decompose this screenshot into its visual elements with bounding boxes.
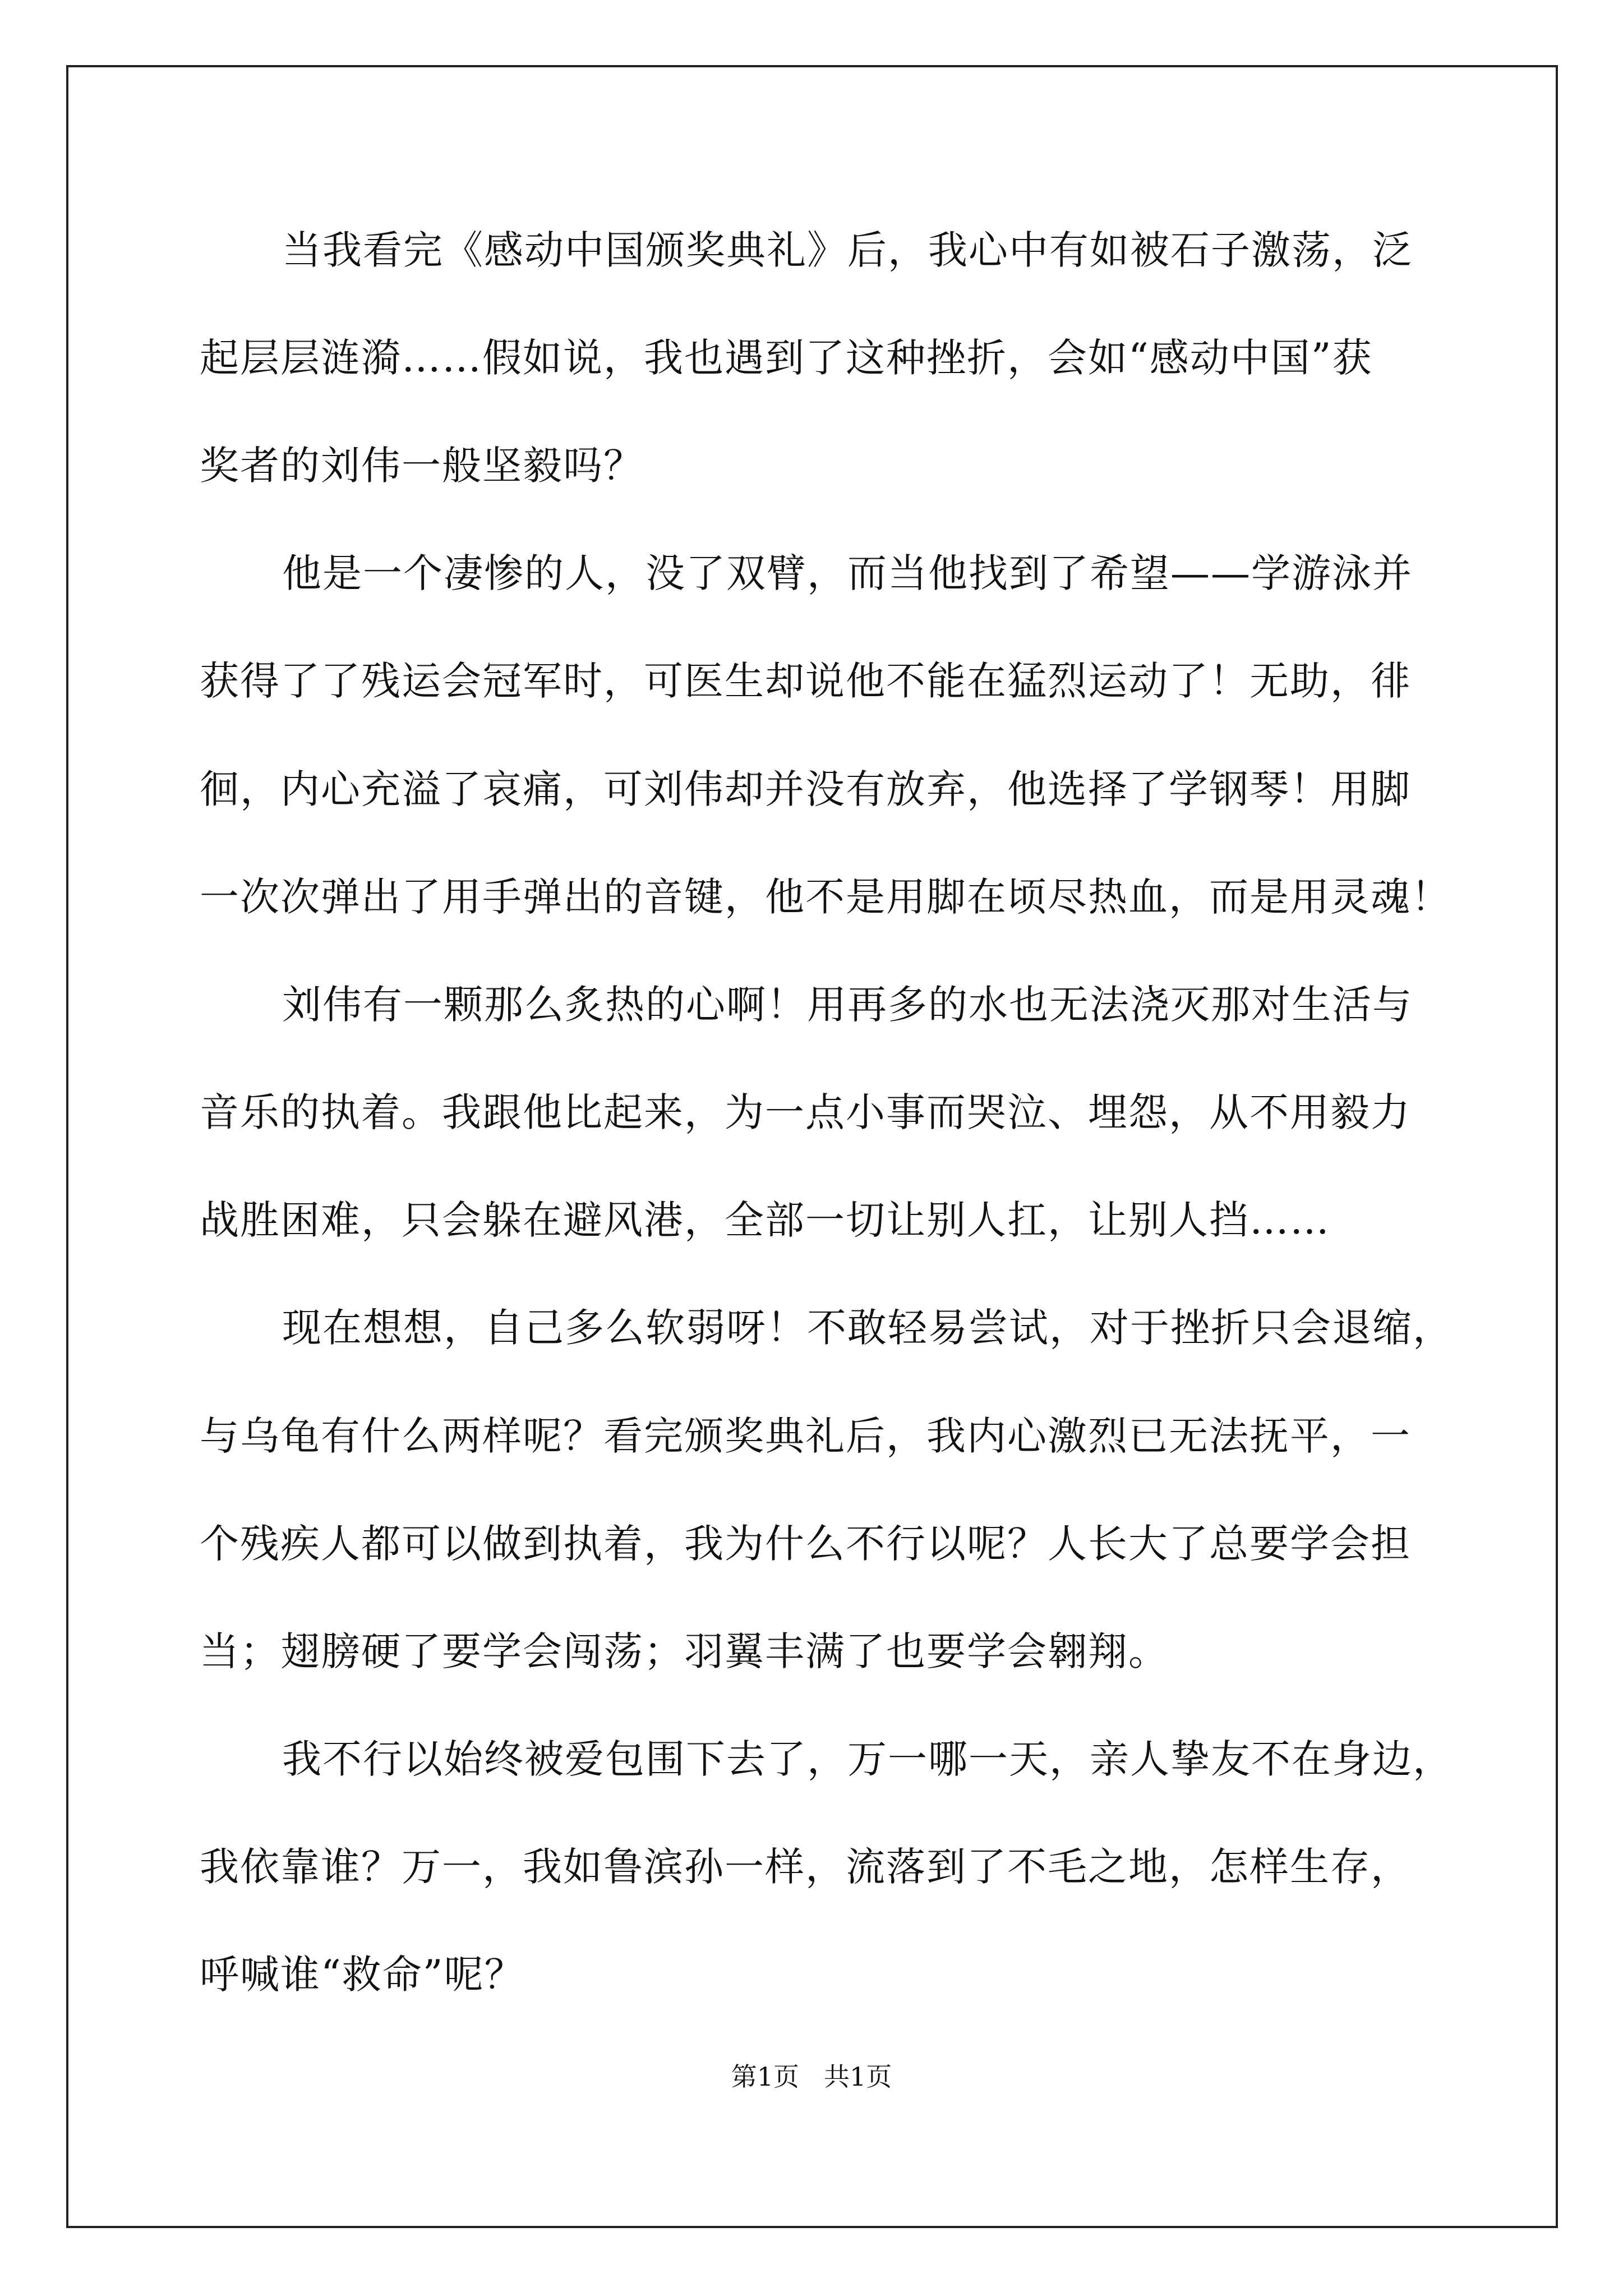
page-footer (0, 2060, 1623, 2093)
text-line: 与乌龟有什么两样呢？看完颁奖典礼后，我内心激烈已无法抚平，一 (200, 1413, 1411, 1459)
text-line: 我不行以始终被爱包围下去了，万一哪一天，亲人挚友不在身边， (282, 1736, 1453, 1782)
page-total: 共1页 (824, 2062, 892, 2092)
text-line: 一次次弹出了用手弹出的音键，他不是用脚在顷尽热血，而是用灵魂！ (200, 874, 1451, 920)
text-line: 起层层涟漪……假如说，我也遇到了这种挫折，会如“感动中国”获 (200, 335, 1373, 381)
text-line: 当我看完《感动中国颁奖典礼》后，我心中有如被石子激荡，泛 (282, 227, 1413, 273)
text-line: 徊，内心充溢了哀痛，可刘伟却并没有放弃，他选择了学钢琴！用脚 (200, 766, 1411, 812)
page-border (66, 65, 1558, 2228)
text-line: 音乐的执着。我跟他比起来，为一点小事而哭泣、埋怨，从不用毅力 (200, 1089, 1411, 1135)
text-line: 个残疾人都可以做到执着，我为什么不行以呢？人长大了总要学会担 (200, 1521, 1411, 1567)
text-line: 战胜困难，只会躲在避风港，全部一切让别人扛，让别人挡…… (200, 1197, 1330, 1243)
text-line: 奖者的刘伟一般坚毅吗？ (200, 443, 644, 489)
text-line: 获得了了残运会冠军时，可医生却说他不能在猛烈运动了！无助，徘 (200, 658, 1411, 704)
text-line: 他是一个凄惨的人，没了双臂，而当他找到了希望——学游泳并 (282, 550, 1413, 596)
text-line: 现在想想，自己多么软弱呀！不敢轻易尝试，对于挫折只会退缩， (282, 1305, 1453, 1351)
text-line: 刘伟有一颗那么炙热的心啊！用再多的水也无法浇灭那对生活与 (282, 982, 1413, 1028)
text-line: 我依靠谁？万一，我如鲁滨孙一样，流落到了不毛之地，怎样生存， (200, 1844, 1411, 1890)
text-line: 呼喊谁“救命”呢？ (200, 1952, 525, 1998)
page-number: 第1页 (731, 2062, 799, 2092)
text-line: 当；翅膀硬了要学会闯荡；羽翼丰满了也要学会翱翔。 (200, 1628, 1169, 1674)
